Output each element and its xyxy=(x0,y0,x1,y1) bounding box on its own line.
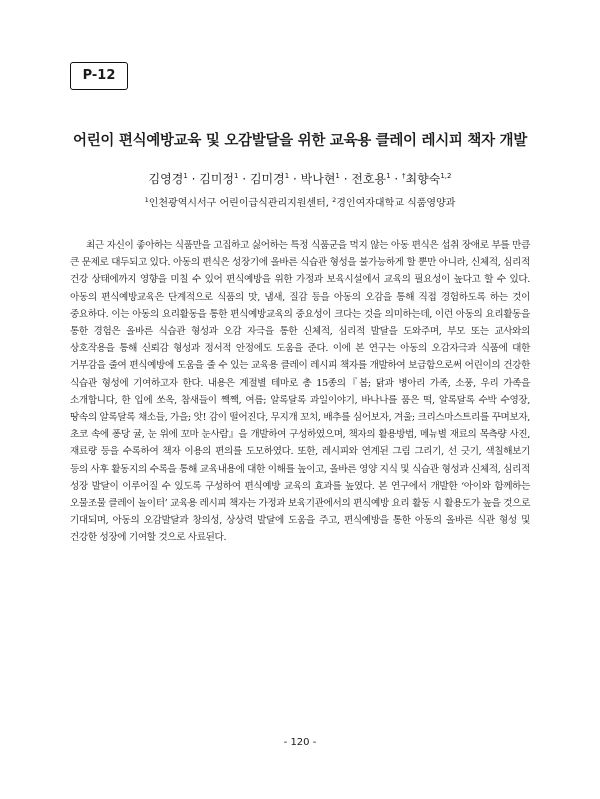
author: 박나현$^1$ xyxy=(300,172,340,186)
author: 김미정$^1$ xyxy=(199,172,239,186)
page-number: - 120 - xyxy=(283,737,317,748)
poster-id-badge: P-12 xyxy=(70,62,128,90)
author: 전호용$^1$ xyxy=(351,172,391,186)
author: 김영경$^1$ xyxy=(148,172,188,186)
abstract-body: 최근 자신이 좋아하는 식품만을 고집하고 싫어하는 특정 식품군을 먹지 않는 아동 편식은 섭취 장애로 부를 만큼 큰 문제로 대두되고 있다. 아동의 편식은 성장기에 올바른 식습관 형성을 불가능하게 할 뿐만 아니라, 신체적, 심리적 건강 상태에까지 영향을 미칠 수 있어 편식예방을 위한 가정과 보육시설에서 교육의 필요성이 높다고 할 수 있다. 아동의 편식예방교육은 단계적으로 식품의 맛, 냄새, 질감 등을 아동의 오감을 통해 직접 경험하도록 하는 것이 중요하다. 이는 아동의 요리활동을 통한 편식예방교육의 중요성이 크다는 것을 의미하는데, 이런 아동의 요리활동을 통한 경험은 올바른 식습관 형성과 오감 자극을 통한 신체적, 심리적 발달을 도와주며, 부모 또는 교사와의 상호작용을 통해 신뢰감 형성과 정서적 안정에도 도움을 준다. 이에 본 연구는 아동의 오감자극과 식품에 대한 거부감을 줄여 편식예방에 도움을 줄 수 있는 교육용 클레이 레시피 책자를 개발하여 보급함으로써 어린이의 건강한 식습관 형성에 기여하고자 한다. 내용은 계절별 테마로 총 15종의『봄; 닭과 병아리 가족, 소풍, 우리 가족을 소개합니다, 한 입에 쏘옥, 참새들이 짹짹, 여름; 알록달록 과일이야기, 바나나를 품은 떡, 알록달록 수박 수영장, 땅속의 알록달록 채소들, 가을; 앗! 감이 떨어진다, 무지개 꼬치, 배추를 심어보자, 겨울; 크리스마스트리를 꾸며보자, 초코 속에 퐁당 귤, 눈 위에 꼬마 눈사람』을 개발하여 구성하였으며, 책자의 활용방법, 메뉴별 재료의 목측량 사진, 재료량 등을 수록하여 책자 이용의 편의를 도모하였다. 또한, 레시피와 연계된 그림 그리기, 선 긋기, 색칠해보기 등의 사후 활동지의 수록을 통해 교육내용에 대한 이해를 높이고, 올바른 영양 지식 및 식습관 형성과 신체적, 심리적 성장 발달이 이루어질 수 있도록 구성하여 편식예방 교육의 효과를 높였다. 본 연구에서 개발한 ‘아이와 함께하는 오물조물 클레이 놀이터’ 교육용 레시피 책자는 가정과 보육기관에서의 편식예방 요리 활동 시 활용도가 높을 것으로 기대되며, 아동의 오감발달과 창의성, 상상력 발달에 도움을 주고, 편식예방을 통한 아동의 올바른 식관 형성 및 건강한 성장에 기여할 것으로 사료된다. xyxy=(70,240,530,544)
author-separator: · xyxy=(238,172,250,186)
author-separator: · xyxy=(339,172,352,186)
corresponding-author: †최향숙$^{1,2}$ xyxy=(402,172,452,186)
author-separator: · xyxy=(289,172,301,186)
affiliation-list xyxy=(0,194,600,209)
author: 김미경$^1$ xyxy=(249,172,290,186)
author-separator: · xyxy=(187,172,200,186)
paper-title: 어린이 편식예방교육 및 오감발달을 위한 교육용 클레이 레시피 책자 개발 xyxy=(73,133,527,149)
author-separator: · xyxy=(390,172,403,186)
affiliation: $^1$인천광역시서구 어린이급식관리지원센터, xyxy=(144,196,329,209)
dagger-mark: † xyxy=(402,172,406,180)
author-list xyxy=(0,170,600,187)
affiliation: $^2$경인여자대학교 식품영양과 xyxy=(332,196,456,209)
